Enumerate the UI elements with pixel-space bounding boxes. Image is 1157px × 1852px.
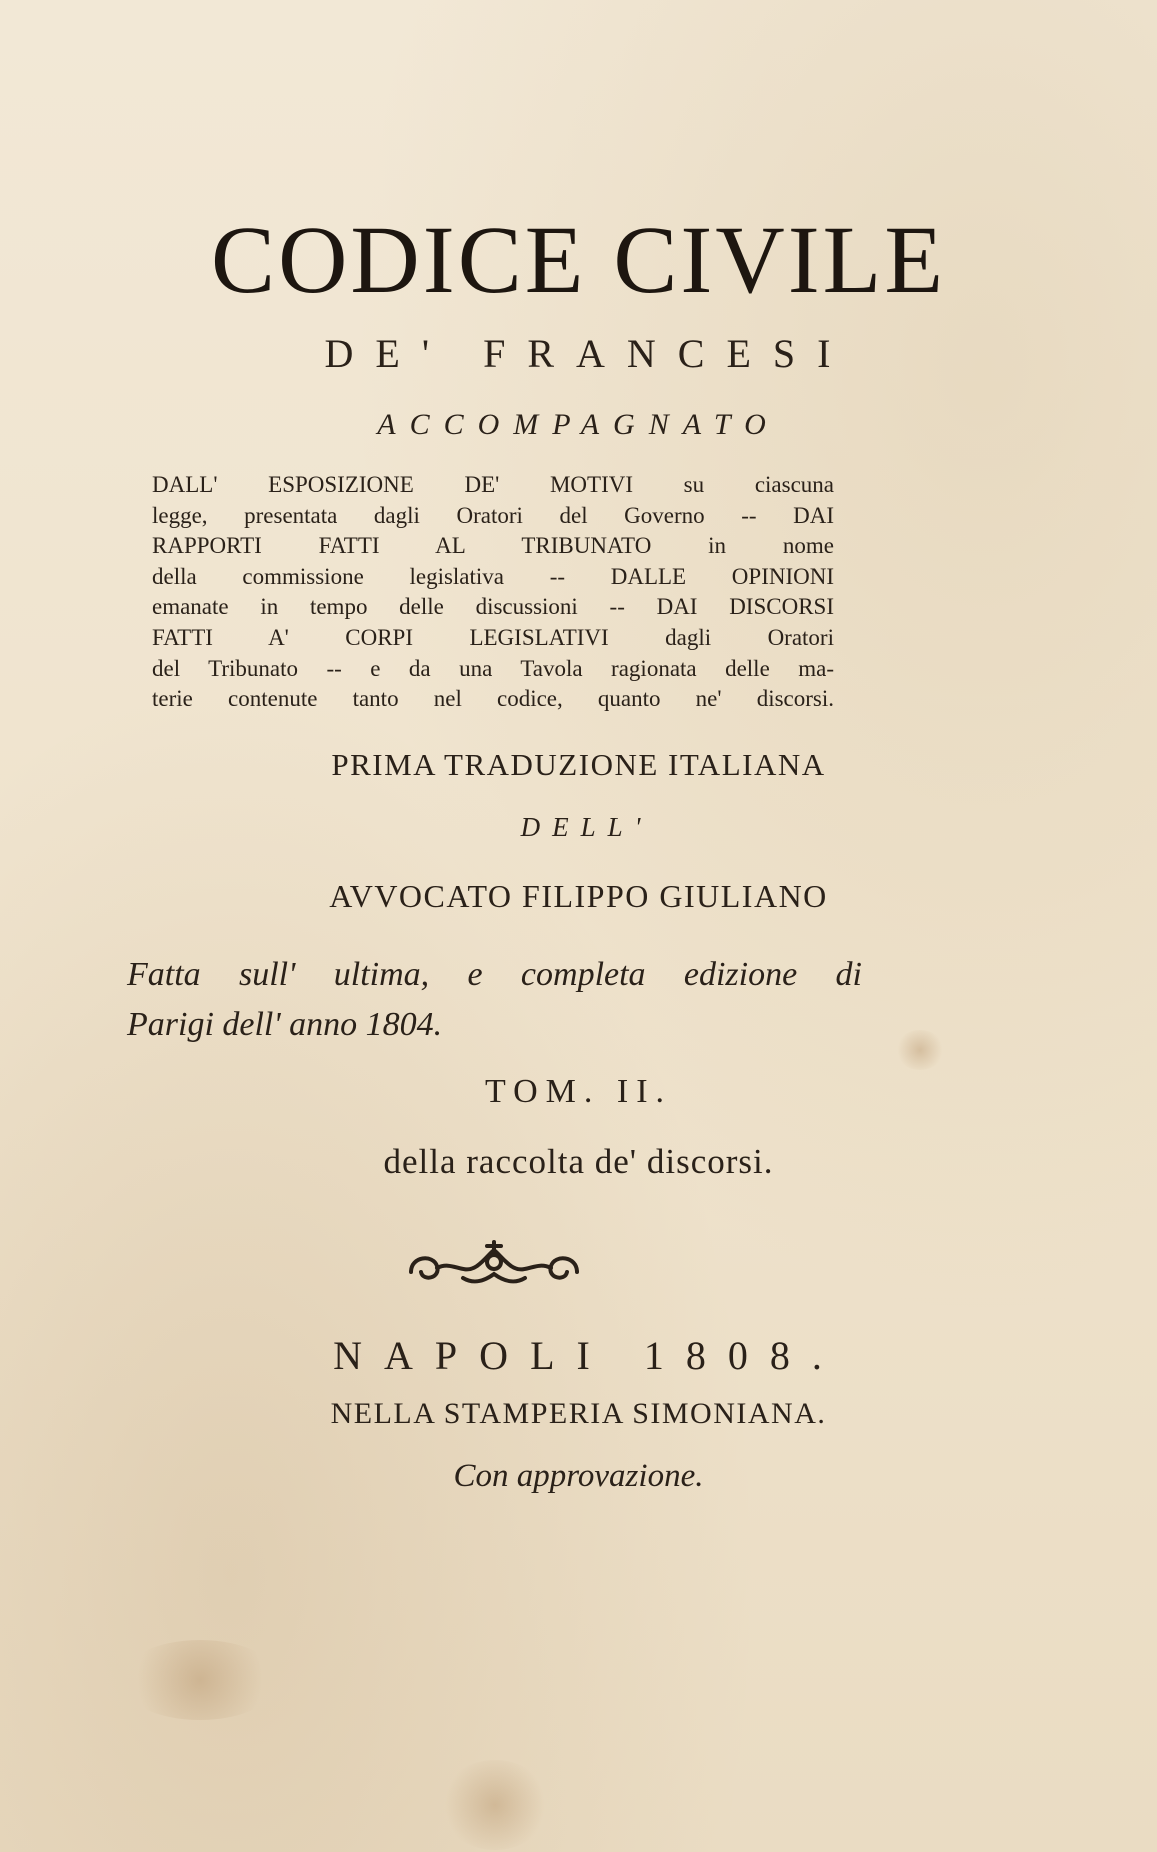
accompagnato-line: ACCOMPAGNATO bbox=[377, 408, 780, 441]
edition-line: Parigi dell' anno 1804. bbox=[127, 1006, 443, 1043]
printer-ornament-icon bbox=[403, 1232, 585, 1294]
book-title: CODICE CIVILE bbox=[211, 206, 946, 313]
paper-stain bbox=[120, 1640, 280, 1720]
description-line: della commissione legislativa -- DALLE OPINIONI bbox=[152, 563, 834, 589]
paper-stain bbox=[440, 1760, 550, 1850]
description-line: emanate in tempo delle discussioni -- DAI DISCORSI bbox=[152, 594, 834, 620]
description-line: DALL' ESPOSIZIONE DE' MOTIVI su ciascuna bbox=[152, 472, 834, 497]
description-line: terie contenute tanto nel codice, quanto ne' discorsi. bbox=[152, 686, 834, 712]
book-subtitle: DE' FRANCESI bbox=[324, 331, 853, 376]
description-line: legge, presentata dagli Oratori del Governo -- DAI bbox=[152, 502, 834, 528]
translation-line: PRIMA TRADUZIONE ITALIANA bbox=[331, 747, 826, 782]
dell-line: DELL' bbox=[520, 812, 653, 842]
place-year: NAPOLI 1808. bbox=[333, 1333, 844, 1378]
description-line: RAPPORTI FATTI AL TRIBUNATO in nome bbox=[152, 533, 834, 559]
edition-line: Fatta sull' ultima, e completa edizione di bbox=[127, 956, 862, 993]
approval-line: Con approvazione. bbox=[453, 1458, 704, 1494]
description-line: FATTI A' CORPI LEGISLATIVI dagli Oratori bbox=[152, 624, 834, 650]
volume-line: TOM. II. bbox=[484, 1073, 673, 1110]
description-paragraph bbox=[152, 470, 834, 715]
author-line: AVVOCATO FILIPPO GIULIANO bbox=[329, 878, 828, 914]
paper-stain bbox=[895, 1030, 945, 1070]
description-line: del Tribunato -- e da una Tavola ragionata delle ma- bbox=[152, 655, 834, 681]
collection-line: della raccolta de' discorsi. bbox=[383, 1142, 774, 1181]
edition-note bbox=[127, 950, 862, 1050]
printer-line: NELLA STAMPERIA SIMONIANA. bbox=[330, 1397, 827, 1430]
